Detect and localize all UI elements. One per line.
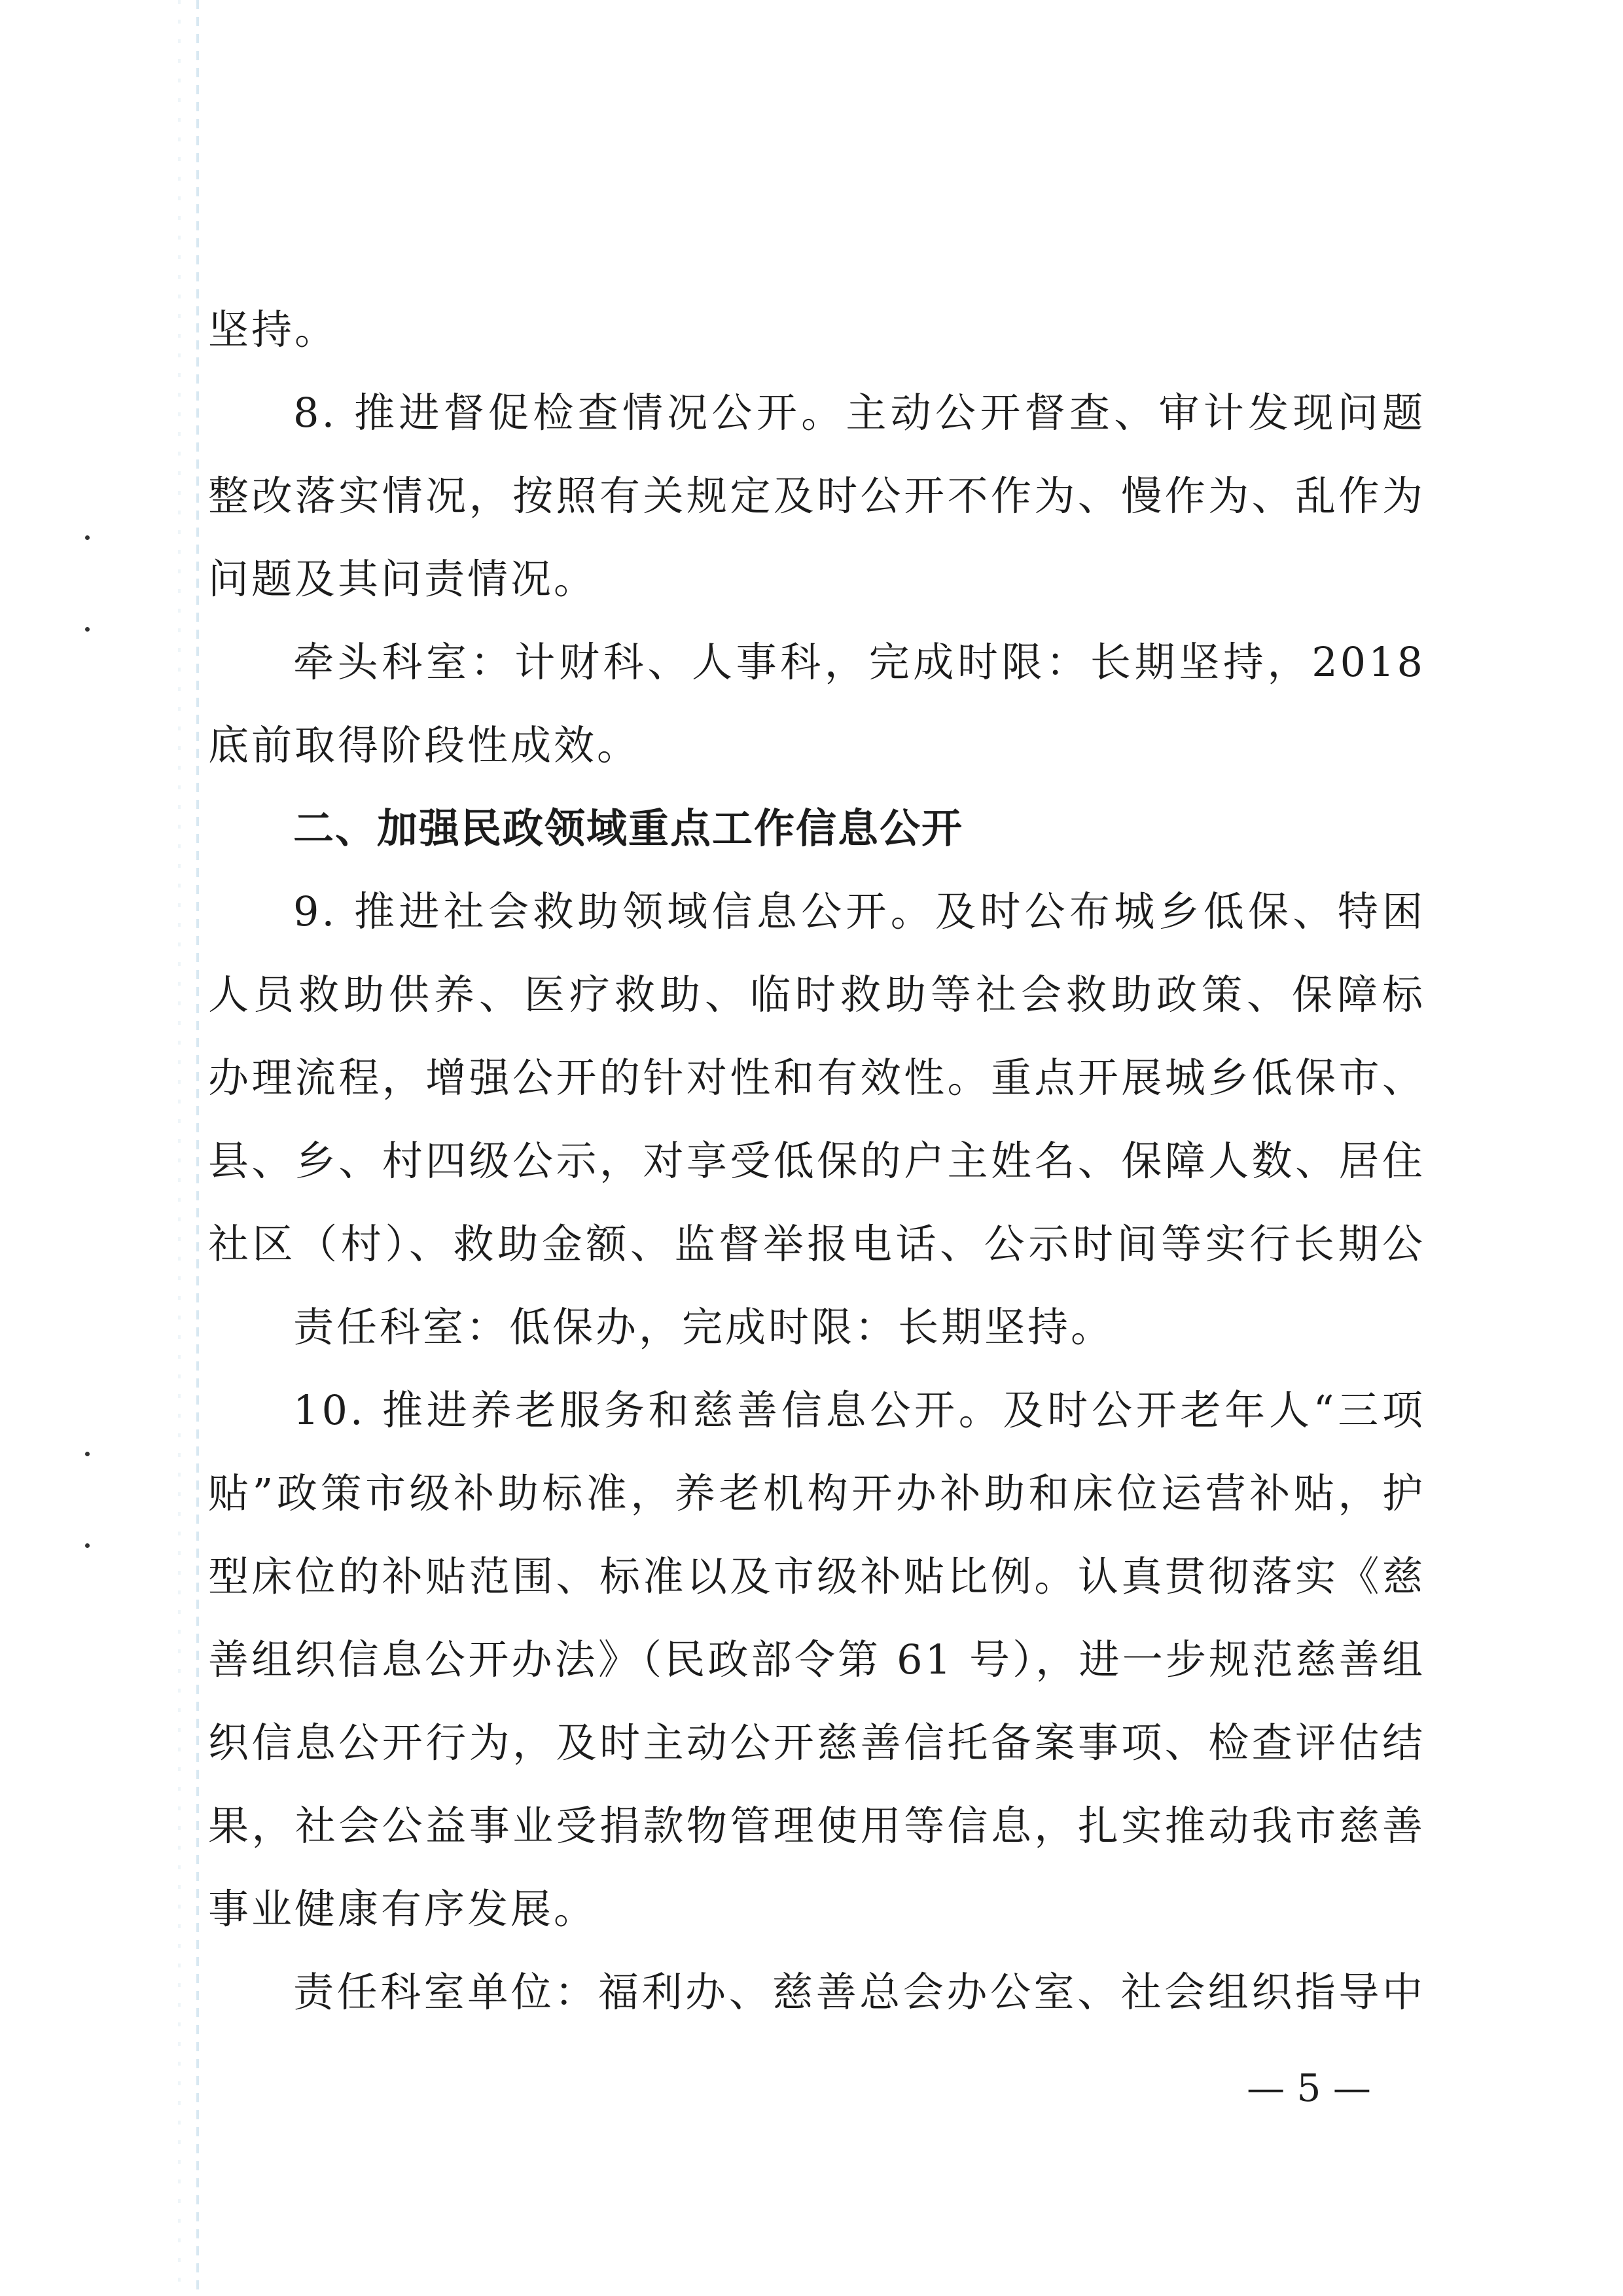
text-line: 10. 推进养老服务和慈善信息公开。及时公开老年人“三项 xyxy=(293,1386,1425,1434)
document-body xyxy=(208,288,1425,2034)
text-line: 问题及其问责情况。 xyxy=(208,555,597,603)
margin-mark xyxy=(85,1452,90,1456)
page-number: — 5 — xyxy=(1247,2066,1371,2110)
text-line: 人员救助供养、医疗救助、临时救助等社会救助政策、保障标 xyxy=(208,971,1425,1018)
text-line: 坚持。 xyxy=(208,306,338,353)
text-line: 事业健康有序发展。 xyxy=(208,1885,597,1933)
text-line: 责任科室单位：福利办、慈善总会办公室、社会组织指导中 xyxy=(293,1968,1425,2016)
text-line: 责任科室：低保办，完成时限：长期坚持。 xyxy=(293,1303,1115,1351)
text-line: 织信息公开行为，及时主动公开慈善信托备案事项、检查评估结 xyxy=(208,1719,1425,1767)
margin-mark xyxy=(85,627,90,632)
text-line: 底前取得阶段性成效。 xyxy=(208,721,641,769)
text-line: 果，社会公益事业受捐款物管理使用等信息，扎实推动我市慈善 xyxy=(208,1802,1425,1850)
section-heading: 二、加强民政领域重点工作信息公开 xyxy=(293,804,964,852)
text-line: 9. 推进社会救助领域信息公开。及时公布城乡低保、特困 xyxy=(293,888,1425,935)
text-line: 型床位的补贴范围、标准以及市级补贴比例。认真贯彻落实《慈 xyxy=(208,1552,1425,1600)
binding-line-secondary xyxy=(178,0,181,2296)
margin-mark xyxy=(85,1543,90,1548)
text-line: 整改落实情况，按照有关规定及时公开不作为、慢作为、乱作为 xyxy=(208,472,1425,520)
text-line: 牵头科室：计财科、人事科，完成时限：长期坚持，2018 xyxy=(293,638,1425,686)
text-line: 8. 推进督促检查情况公开。主动公开督查、审计发现问题 xyxy=(293,389,1425,437)
text-line: 善组织信息公开办法》（民政部令第 61 号），进一步规范慈善组 xyxy=(208,1636,1425,1683)
text-line: 社区（村）、救助金额、监督举报电话、公示时间等实行长期公 xyxy=(208,1220,1425,1268)
text-line: 贴”政策市级补助标准，养老机构开办补助和床位运营补贴，护 xyxy=(208,1469,1425,1517)
text-line: 县、乡、村四级公示，对享受低保的户主姓名、保障人数、居住 xyxy=(208,1137,1425,1185)
text-line: 办理流程，增强公开的针对性和有效性。重点开展城乡低保市、 xyxy=(208,1054,1425,1102)
margin-mark xyxy=(85,535,90,540)
binding-line xyxy=(196,0,199,2296)
